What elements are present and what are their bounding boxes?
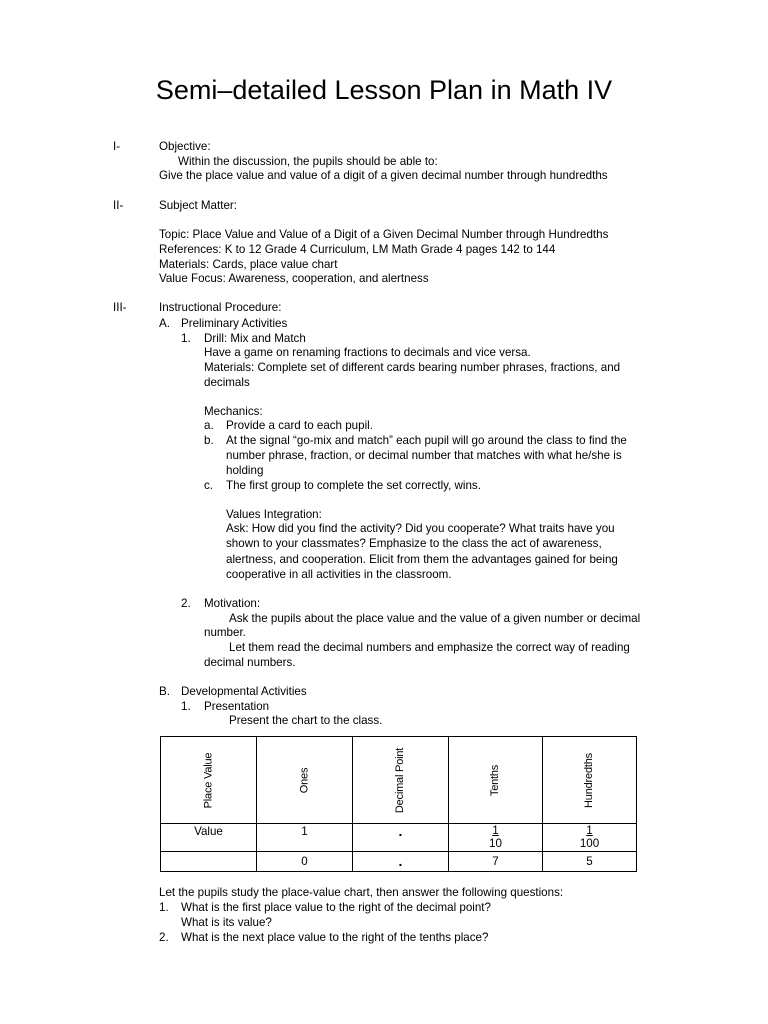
values-line-4: cooperative in all activities in the classroom. [226,568,452,581]
objective-heading: Objective: [159,140,211,153]
motivation-line-1: Ask the pupils about the place value and the value of a given number or decimal [229,612,641,625]
values-line-2: shown to your classmates? Emphasize to the class the act of awareness, [226,537,602,550]
place-value-chart [160,736,637,872]
header-place-value: Place Value [201,752,214,809]
question-2-line-1: What is the next place value to the right of the tenths place? [181,931,489,944]
presentation-heading: Presentation [204,700,270,713]
questions-intro: Let the pupils study the place-value chart, then answer the following questions: [159,886,564,899]
motivation-line-3: Let them read the decimal numbers and emphasize the correct way of reading [229,641,630,654]
mechanics-b-label: b. [204,434,214,447]
decimal-point-dot: . [398,852,403,869]
section-1-roman: I- [113,140,121,153]
values-line-1: Ask: How did you find the activity? Did you cooperate? What traits have you [226,522,615,535]
tenths-denominator: 10 [489,837,502,850]
section-3-roman: III- [113,301,127,314]
cell-ones-digit: 0 [257,852,353,872]
hundredths-numerator: 1 [586,824,593,837]
question-1-line-1: What is the first place value to the right of the decimal point? [181,901,491,914]
mechanics-b-line-3: holding [226,464,264,477]
presentation-line: Present the chart to the class. [229,714,383,727]
values-line-3: alertness, and cooperation. Elicit from them the advantages gained for being [226,553,618,566]
cell-decimal-point [353,852,449,872]
topic-line: Topic: Place Value and Value of a Digit of a Given Decimal Number through Hundredths [159,228,609,241]
chart-header-cell [449,737,543,824]
references-line: References: K to 12 Grade 4 Curriculum, LM Math Grade 4 pages 142 to 144 [159,243,556,256]
values-integration-heading: Values Integration: [226,508,322,521]
section-2-roman: II- [113,199,124,212]
drill-line-3: decimals [204,376,250,389]
mechanics-a-label: a. [204,419,214,432]
motivation-number: 2. [181,597,191,610]
chart-header-row [161,737,637,824]
mechanics-c-label: c. [204,479,214,492]
cell-ones-value: 1 [257,824,353,852]
question-2-number: 2. [159,931,169,944]
header-hundredths: Hundredths [583,753,595,808]
question-1-number: 1. [159,901,169,914]
page-title: Semi–detailed Lesson Plan in Math IV [155,75,613,105]
tenths-numerator: 1 [492,824,499,837]
drill-line-2: Materials: Complete set of different cards bearing number phrases, fractions, and [204,361,621,374]
drill-heading: Drill: Mix and Match [204,332,306,345]
objective-line-1: Within the discussion, the pupils should be able to: [178,155,438,168]
header-tenths: Tenths [489,764,501,797]
value-focus-line: Value Focus: Awareness, cooperation, and alertness [159,272,429,285]
decimal-point-dot: . [398,823,403,839]
mechanics-b-line-2: number phrase, fraction, or decimal number that matches with what he/she is [226,449,622,462]
question-1-line-2: What is its value? [181,916,272,929]
row-label-empty [161,852,257,872]
materials-line: Materials: Cards, place value chart [159,258,338,271]
subsection-b-label: B. [159,685,170,698]
mechanics-heading: Mechanics: [204,405,263,418]
chart-header-cell [353,737,449,824]
subsection-a-label: A. [159,317,170,330]
tenths-fraction [489,824,502,850]
subject-matter-heading: Subject Matter: [159,199,237,212]
drill-number: 1. [181,332,191,345]
chart-header-cell [257,737,353,824]
motivation-heading: Motivation: [204,597,261,610]
cell-decimal-point [353,824,449,852]
instructional-procedure-heading: Instructional Procedure: [159,301,282,314]
header-ones: Ones [298,767,310,794]
hundredths-denominator: 100 [579,837,600,850]
header-decimal-point: Decimal Point [393,747,406,814]
mechanics-a-line-1: Provide a card to each pupil. [226,419,373,432]
preliminary-activities-heading: Preliminary Activities [181,317,288,330]
motivation-line-4: decimal numbers. [204,656,296,669]
table-row [161,852,637,872]
chart-header-cell [161,737,257,824]
table-row [161,824,637,852]
cell-hundredths-value [543,824,637,852]
row-label-value: Value [161,824,257,852]
chart-header-cell [543,737,637,824]
objective-line-2: Give the place value and value of a digit of a given decimal number through hundredths [159,169,608,182]
developmental-activities-heading: Developmental Activities [181,685,307,698]
cell-tenths-digit: 7 [449,852,543,872]
cell-tenths-value [449,824,543,852]
mechanics-c-line-1: The first group to complete the set correctly, wins. [226,479,481,492]
cell-hundredths-digit: 5 [543,852,637,872]
drill-line-1: Have a game on renaming fractions to decimals and vice versa. [204,346,531,359]
presentation-number: 1. [181,700,191,713]
motivation-line-2: number. [204,626,246,639]
hundredths-fraction [580,824,599,850]
mechanics-b-line-1: At the signal “go-mix and match” each pupil will go around the class to find the [226,434,627,447]
